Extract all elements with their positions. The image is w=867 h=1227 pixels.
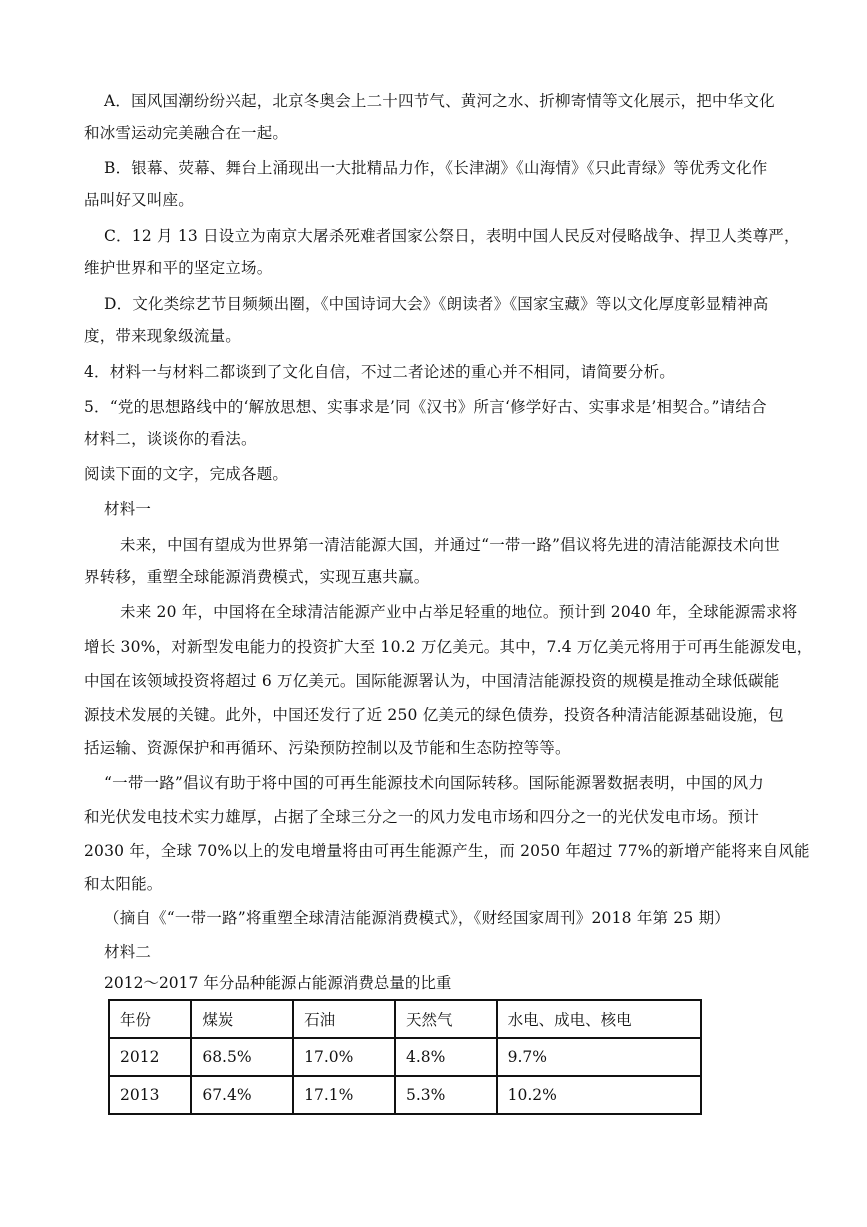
table-cell: 17.0% — [293, 1038, 395, 1076]
material-two-heading: 材料二 — [104, 943, 152, 961]
table-row — [109, 1076, 701, 1114]
material-one-p2-line-2: 增长 30%，对新型发电能力的投资扩大至 10.2 万亿美元。其中，7.4 万亿美元将用于可再生能源发电， — [84, 638, 813, 656]
question-5-line-2: 材料二，谈谈你的看法。 — [84, 430, 257, 448]
table-cell: 10.2% — [497, 1076, 701, 1114]
reading-instruction: 阅读下面的文字，完成各题。 — [84, 465, 289, 483]
material-one-p2-line-1: 未来 20 年，中国将在全球清洁能源产业中占举足轻重的地位。预计到 2040 年，全球能源需求将 — [120, 603, 798, 621]
option-a-line-1: A．国风国潮纷纷兴起，北京冬奥会上二十四节气、黄河之水、折柳寄情等文化展示，把中华文化 — [104, 92, 775, 110]
energy-share-table — [108, 999, 702, 1115]
table-cell: 67.4% — [191, 1076, 293, 1114]
material-one-p2-line-4: 源技术发展的关键。此外，中国还发行了近 250 亿美元的绿色债券，投资各种清洁能源基础设施，包 — [84, 706, 784, 724]
material-one-p3-line-4: 和太阳能。 — [84, 875, 163, 893]
table-row — [109, 1038, 701, 1076]
table-cell: 4.8% — [395, 1038, 497, 1076]
material-one-p1-line-2: 界转移，重塑全球能源消费模式，实现互惠共赢。 — [84, 568, 430, 586]
material-one-heading: 材料一 — [104, 500, 152, 518]
header-cell-other: 水电、成电、核电 — [497, 1000, 701, 1038]
question-4: 4．材料一与材料二都谈到了文化自信，不过二者论述的重心并不相同，请简要分析。 — [84, 363, 675, 381]
table-header-row — [109, 1000, 701, 1038]
table-cell: 5.3% — [395, 1076, 497, 1114]
material-one-p2-line-5: 括运输、资源保护和再循环、污染预防控制以及节能和生态防控等等。 — [84, 739, 571, 757]
table-cell: 68.5% — [191, 1038, 293, 1076]
header-cell-oil: 石油 — [293, 1000, 395, 1038]
table-caption: 2012～2017 年分品种能源占能源消费总量的比重 — [104, 974, 452, 992]
table-cell: 2012 — [109, 1038, 191, 1076]
option-a-line-2: 和冰雪运动完美融合在一起。 — [84, 124, 289, 142]
option-c-line-1: C．12 月 13 日设立为南京大屠杀死难者国家公祭日，表明中国人民反对侵略战争、捍卫人类尊严， — [104, 227, 800, 245]
header-cell-coal: 煤炭 — [191, 1000, 293, 1038]
table-cell: 9.7% — [497, 1038, 701, 1076]
option-b-line-2: 品叫好又叫座。 — [84, 191, 194, 209]
material-one-p3-line-3: 2030 年，全球 70%以上的发电增量将由可再生能源产生，而 2050 年超过 77%的新增产能将来自风能 — [84, 842, 810, 860]
header-cell-year: 年份 — [109, 1000, 191, 1038]
source-citation: （摘自《“一带一路”将重塑全球清洁能源消费模式》，《财经国家周刊》2018 年第 25 期） — [104, 909, 731, 927]
option-b-line-1: B．银幕、荧幕、舞台上涌现出一大批精品力作，《长津湖》《山海情》《只此青绿》等优秀文化作 — [104, 159, 768, 177]
question-5-line-1: 5．“党的思想路线中的‘解放思想、实事求是’同《汉书》所言‘修学好古、实事求是’相契合。”请结合 — [84, 398, 767, 416]
material-one-p3-line-1: “一带一路”倡议有助于将中国的可再生能源技术向国际转移。国际能源署数据表明，中国的风力 — [104, 774, 764, 792]
option-c-line-2: 维护世界和平的坚定立场。 — [84, 259, 273, 277]
table-cell: 2013 — [109, 1076, 191, 1114]
table-cell: 17.1% — [293, 1076, 395, 1114]
option-d-line-1: D．文化类综艺节目频频出圈，《中国诗词大会》《朗读者》《国家宝藏》等以文化厚度彰显精神高 — [104, 295, 769, 313]
option-d-line-2: 度，带来现象级流量。 — [84, 327, 242, 345]
material-one-p3-line-2: 和光伏发电技术实力雄厚，占据了全球三分之一的风力发电市场和四分之一的光伏发电市场。预计 — [84, 808, 760, 826]
material-one-p1-line-1: 未来，中国有望成为世界第一清洁能源大国，并通过“一带一路”倡议将先进的清洁能源技术向世 — [120, 536, 780, 554]
material-one-p2-line-3: 中国在该领域投资将超过 6 万亿美元。国际能源署认为，中国清洁能源投资的规模是推动全球低碳能 — [84, 672, 780, 690]
header-cell-gas: 天然气 — [395, 1000, 497, 1038]
